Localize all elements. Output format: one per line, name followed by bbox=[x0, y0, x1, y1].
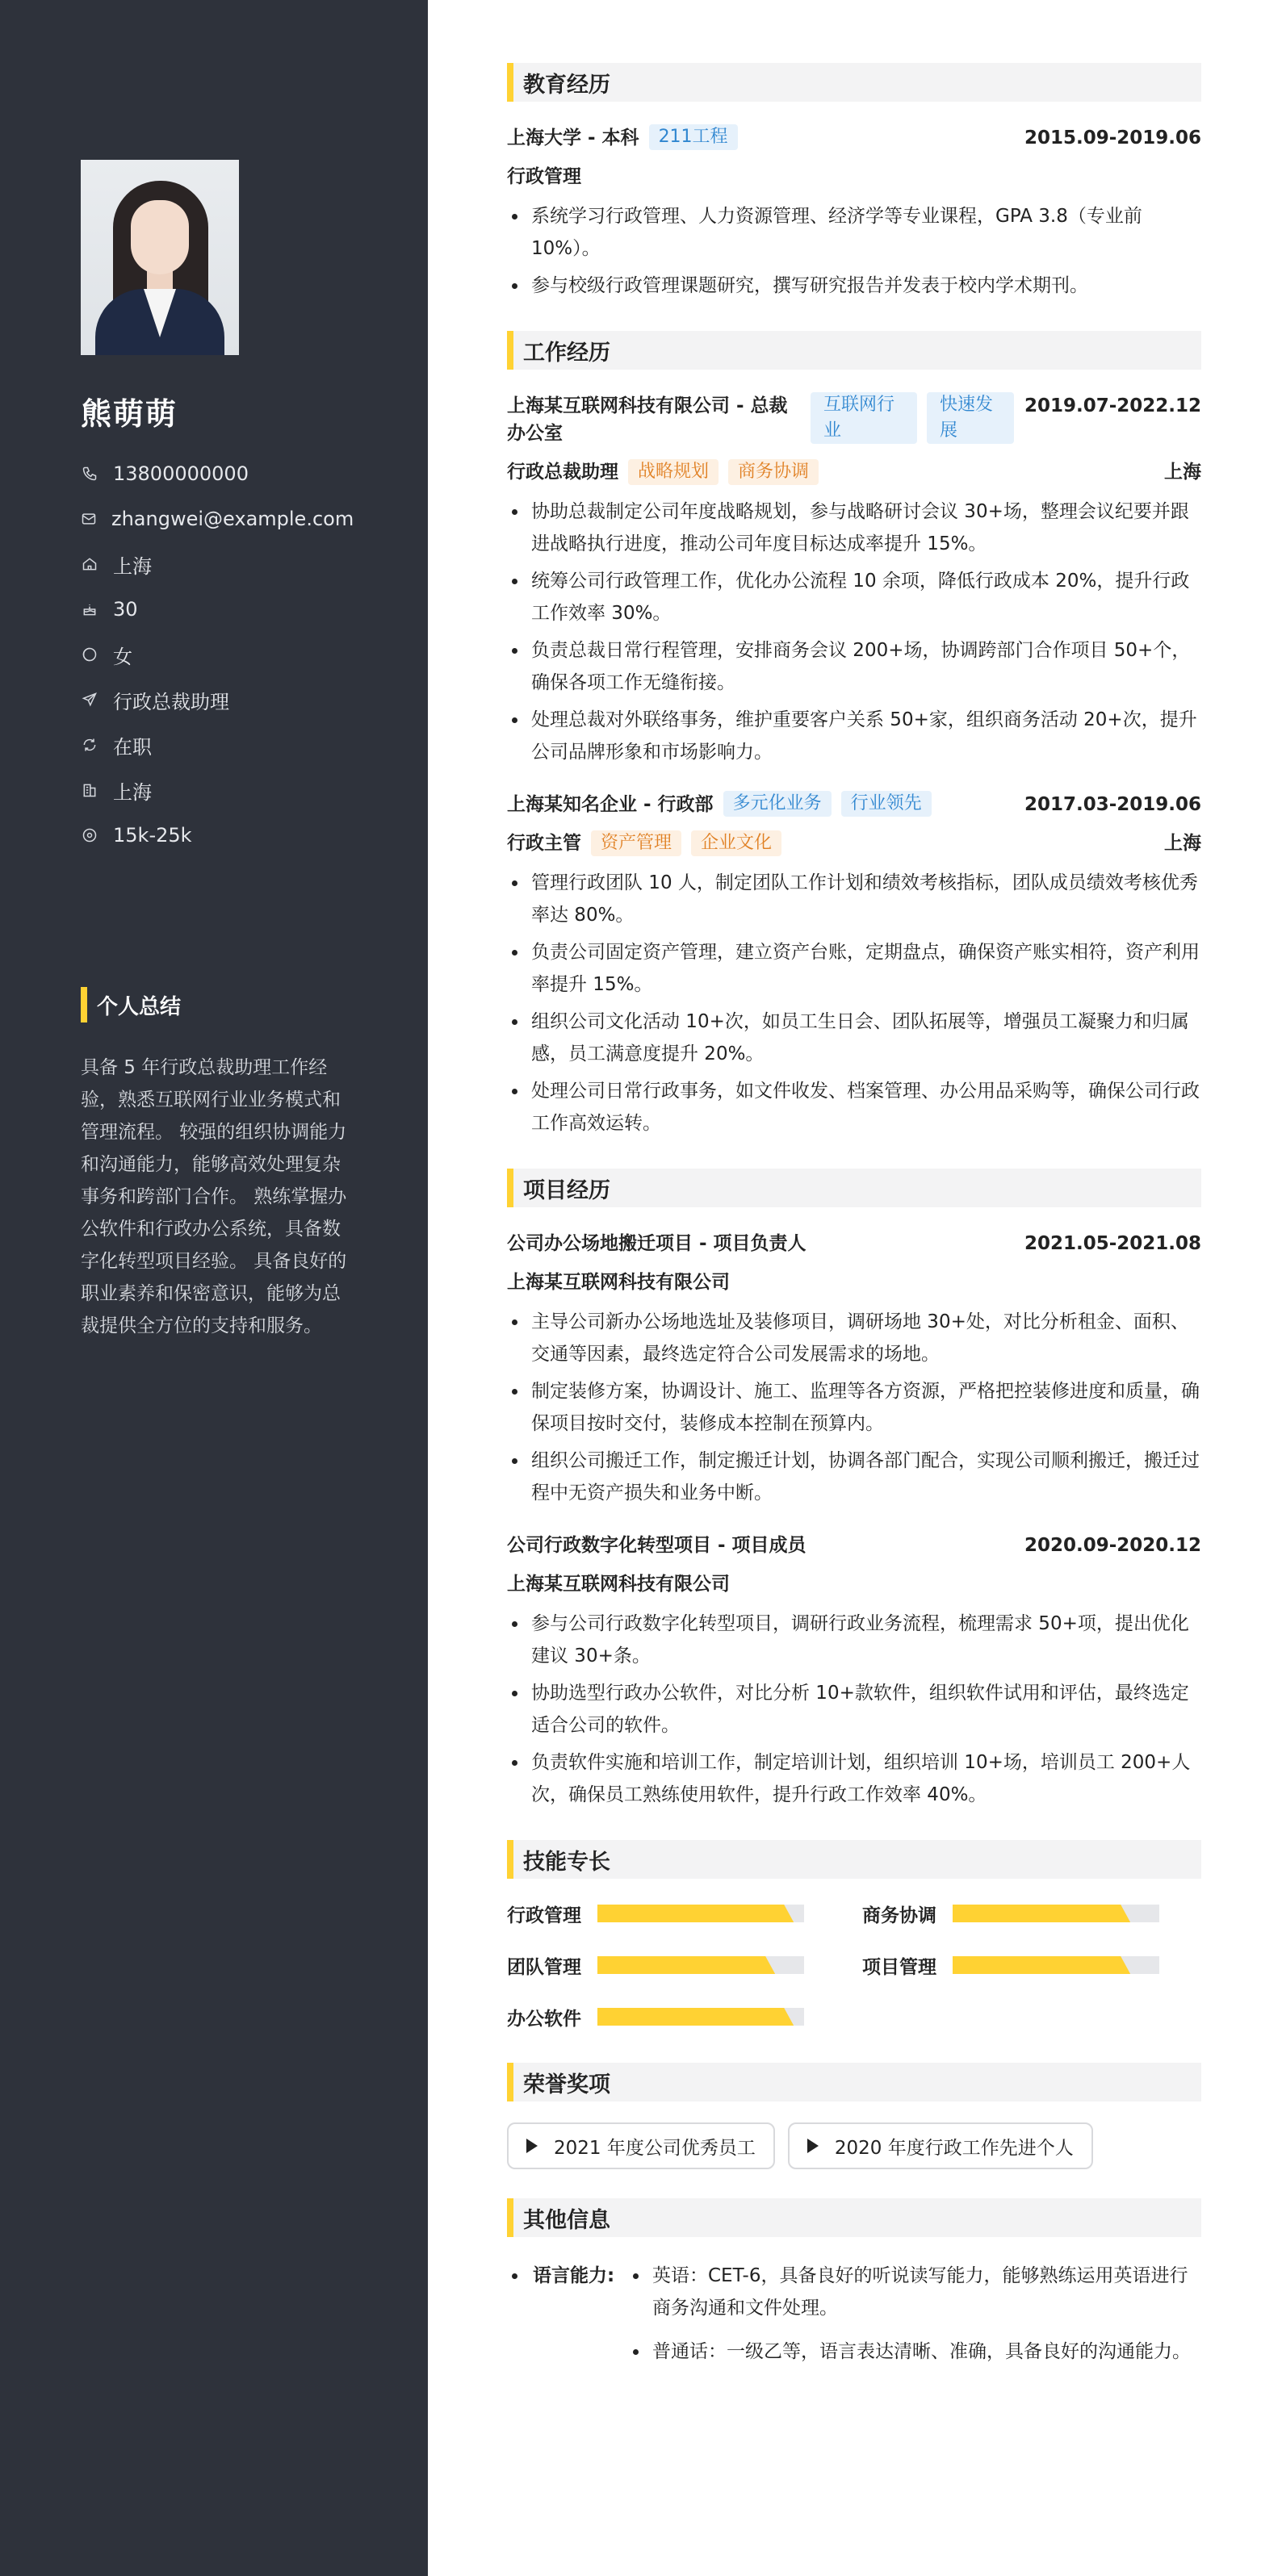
list-item: 制定装修方案，协调设计、施工、监理等各方资源，严格把控装修进度和质量，确保项目按时交付，装修成本控制在预算内。 bbox=[507, 1375, 1201, 1440]
info-location: 上海 bbox=[81, 542, 347, 587]
list-item: 系统学习行政管理、人力资源管理、经济学等专业课程，GPA 3.8（专业前10%）。 bbox=[507, 200, 1201, 265]
school-tag: 211工程 bbox=[649, 124, 738, 150]
projects-section bbox=[507, 1169, 1201, 1811]
section-title: 教育经历 bbox=[507, 63, 1201, 102]
job-date: 2019.07-2022.12 bbox=[1024, 395, 1201, 416]
job-entry bbox=[507, 392, 1201, 447]
project-name: 公司行政数字化转型项目 - 项目成员 bbox=[507, 1535, 806, 1556]
list-item: 协助总裁制定公司年度战略规划，参与战略研讨会议 30+场，整理会议纪要并跟进战略执行进度，推动公司年度目标达成率提升 15%。 bbox=[507, 496, 1201, 560]
project-name: 公司办公场地搬迁项目 - 项目负责人 bbox=[507, 1233, 806, 1254]
project-date: 2021.05-2021.08 bbox=[1024, 1233, 1201, 1254]
info-phone: 13800000000 bbox=[81, 451, 347, 496]
company-tag: 多元化业务 bbox=[723, 791, 832, 817]
skill-item bbox=[507, 1948, 862, 1982]
project-entry bbox=[507, 1532, 1201, 1559]
mail-icon bbox=[81, 510, 97, 528]
education-date: 2015.09-2019.06 bbox=[1024, 128, 1201, 148]
job-role: 行政总裁助理 bbox=[507, 462, 618, 483]
awards-section bbox=[507, 2063, 1201, 2169]
list-item: 组织公司搬迁工作，制定搬迁计划，协调各部门配合，实现公司顺利搬迁，搬迁过程中无资产损失和业务中断。 bbox=[507, 1445, 1201, 1509]
gender-icon bbox=[81, 646, 98, 663]
summary-title: 个人总结 bbox=[81, 987, 347, 1022]
list-item: 主导公司新办公场地选址及装修项目，调研场地 30+处，对比分析租金、面积、交通等因素，最终选定符合公司发展需求的场地。 bbox=[507, 1306, 1201, 1370]
project-company: 上海某互联网科技有限公司 bbox=[507, 1574, 730, 1595]
skill-item bbox=[507, 2000, 862, 2034]
skill-level-bar bbox=[953, 1956, 1130, 1974]
skill-level-bar bbox=[953, 1905, 1130, 1922]
role-tag: 战略规划 bbox=[628, 459, 719, 485]
skill-level-bar bbox=[597, 2008, 794, 2026]
education-bullets bbox=[507, 200, 1201, 302]
summary-text: 具备 5 年行政总裁助理工作经验，熟悉互联网行业业务模式和管理流程。 较强的组织协调能力和沟通能力，能够高效处理复杂事务和跨部门合作。 熟练掌握办公软件和行政办公系统，具备数字化转型项目经验。 具备良好的职业素养和保密意识，能够为总裁提供全方位的支持和服务。 bbox=[81, 1057, 347, 1336]
candidate-name: 熊萌萌 bbox=[81, 396, 178, 432]
section-title: 荣誉奖项 bbox=[507, 2063, 1201, 2101]
project-entry bbox=[507, 1230, 1201, 1257]
list-item: 负责总裁日常行程管理，安排商务会议 200+场，协调跨部门合作项目 50+个，确保各项工作无缝衔接。 bbox=[507, 634, 1201, 699]
work-section bbox=[507, 331, 1201, 1140]
list-item: 组织公司文化活动 10+次，如员工生日会、团队拓展等，增强员工凝聚力和归属感，员工满意度提升 20%。 bbox=[507, 1006, 1201, 1070]
other-section bbox=[507, 2198, 1201, 2379]
sidebar bbox=[0, 0, 428, 2576]
list-item: 负责公司固定资产管理，建立资产台账，定期盘点，确保资产账实相符，资产利用率提升 15%。 bbox=[507, 936, 1201, 1001]
list-item: 参与公司行政数字化转型项目，调研行政业务流程，梳理需求 50+项，提出优化建议 30+条。 bbox=[507, 1608, 1201, 1672]
list-item: 处理公司日常行政事务，如文件收发、档案管理、办公用品采购等，确保公司行政工作高效运转。 bbox=[507, 1075, 1201, 1140]
company-name: 上海某互联网科技有限公司 - 总裁办公室 bbox=[507, 395, 788, 444]
section-title: 工作经历 bbox=[507, 331, 1201, 370]
job-location: 上海 bbox=[1164, 462, 1201, 483]
info-salary: 15k-25k bbox=[81, 813, 347, 858]
education-section bbox=[507, 63, 1201, 302]
skills-grid bbox=[507, 1896, 1201, 2034]
job-date: 2017.03-2019.06 bbox=[1024, 794, 1201, 815]
project-date: 2020.09-2020.12 bbox=[1024, 1535, 1201, 1556]
skill-item bbox=[862, 1896, 1185, 1930]
language-label: 语言能力: bbox=[507, 2260, 628, 2379]
list-item: 统筹公司行政管理工作，优化办公流程 10 余项，降低行政成本 20%，提升行政工作效率 30%。 bbox=[507, 565, 1201, 629]
role-tag: 商务协调 bbox=[728, 459, 819, 485]
skill-name: 办公软件 bbox=[507, 2008, 581, 2030]
info-position: 行政总裁助理 bbox=[81, 677, 347, 722]
section-title: 其他信息 bbox=[507, 2198, 1201, 2237]
info-city: 上海 bbox=[81, 767, 347, 813]
skill-name: 行政管理 bbox=[507, 1905, 581, 1926]
skill-name: 商务协调 bbox=[862, 1905, 936, 1926]
info-email: zhangwei@example.com bbox=[81, 496, 347, 542]
home-icon bbox=[81, 555, 98, 573]
send-icon bbox=[81, 691, 98, 709]
role-tag: 企业文化 bbox=[691, 830, 781, 856]
list-item: 参与校级行政管理课题研究，撰写研究报告并发表于校内学术期刊。 bbox=[507, 270, 1201, 302]
job-role: 行政主管 bbox=[507, 833, 581, 854]
project-company: 上海某互联网科技有限公司 bbox=[507, 1272, 730, 1293]
list-item: 管理行政团队 10 人，制定团队工作计划和绩效考核指标，团队成员绩效考核优秀率达 80%。 bbox=[507, 867, 1201, 931]
skill-name: 团队管理 bbox=[507, 1956, 581, 1978]
list-item: 普通话：一级乙等，语言表达清晰、准确，具备良好的沟通能力。 bbox=[628, 2336, 1193, 2368]
company-tag: 互联网行业 bbox=[811, 392, 917, 444]
coin-icon bbox=[81, 826, 98, 844]
skills-section bbox=[507, 1840, 1201, 2034]
phone-icon bbox=[81, 465, 98, 483]
company-name: 上海某知名企业 - 行政部 bbox=[507, 794, 714, 815]
skill-level-bar bbox=[597, 1905, 794, 1922]
section-title: 项目经历 bbox=[507, 1169, 1201, 1207]
cake-icon bbox=[81, 600, 98, 618]
info-status: 在职 bbox=[81, 722, 347, 767]
avatar bbox=[81, 160, 239, 355]
section-title: 技能专长 bbox=[507, 1840, 1201, 1879]
contact-info-list bbox=[81, 451, 354, 858]
skill-item bbox=[507, 1896, 862, 1930]
list-item: 处理总裁对外联络事务，维护重要客户关系 50+家，组织商务活动 20+次，提升公司品牌形象和市场影响力。 bbox=[507, 704, 1201, 768]
skill-level-bar bbox=[597, 1956, 775, 1974]
building-icon bbox=[81, 781, 98, 799]
role-tag: 资产管理 bbox=[591, 830, 681, 856]
info-gender: 女 bbox=[81, 632, 347, 677]
award-item: 2020 年度行政工作先进个人 bbox=[788, 2122, 1093, 2169]
award-item: 2021 年度公司优秀员工 bbox=[507, 2122, 775, 2169]
major: 行政管理 bbox=[507, 166, 581, 187]
play-icon bbox=[526, 2139, 538, 2153]
info-age: 30 bbox=[81, 587, 347, 632]
company-tag: 快速发展 bbox=[927, 392, 1014, 444]
company-tag: 行业领先 bbox=[841, 791, 932, 817]
job-entry bbox=[507, 791, 1201, 818]
job-location: 上海 bbox=[1164, 833, 1201, 854]
list-item: 英语：CET-6，具备良好的听说读写能力，能够熟练运用英语进行商务沟通和文件处理。 bbox=[628, 2260, 1193, 2324]
skill-name: 项目管理 bbox=[862, 1956, 936, 1978]
school-name: 上海大学 - 本科 bbox=[507, 128, 639, 148]
list-item: 负责软件实施和培训工作，制定培训计划，组织培训 10+场，培训员工 200+人次，确保员工熟练使用软件，提升行政工作效率 40%。 bbox=[507, 1746, 1201, 1811]
list-item: 协助选型行政办公软件，对比分析 10+款软件，组织软件试用和评估，最终选定适合公司的软件。 bbox=[507, 1677, 1201, 1742]
main-content bbox=[428, 0, 1282, 2576]
sync-icon bbox=[81, 736, 98, 754]
skill-item bbox=[862, 1948, 1185, 1982]
play-icon bbox=[807, 2139, 819, 2153]
